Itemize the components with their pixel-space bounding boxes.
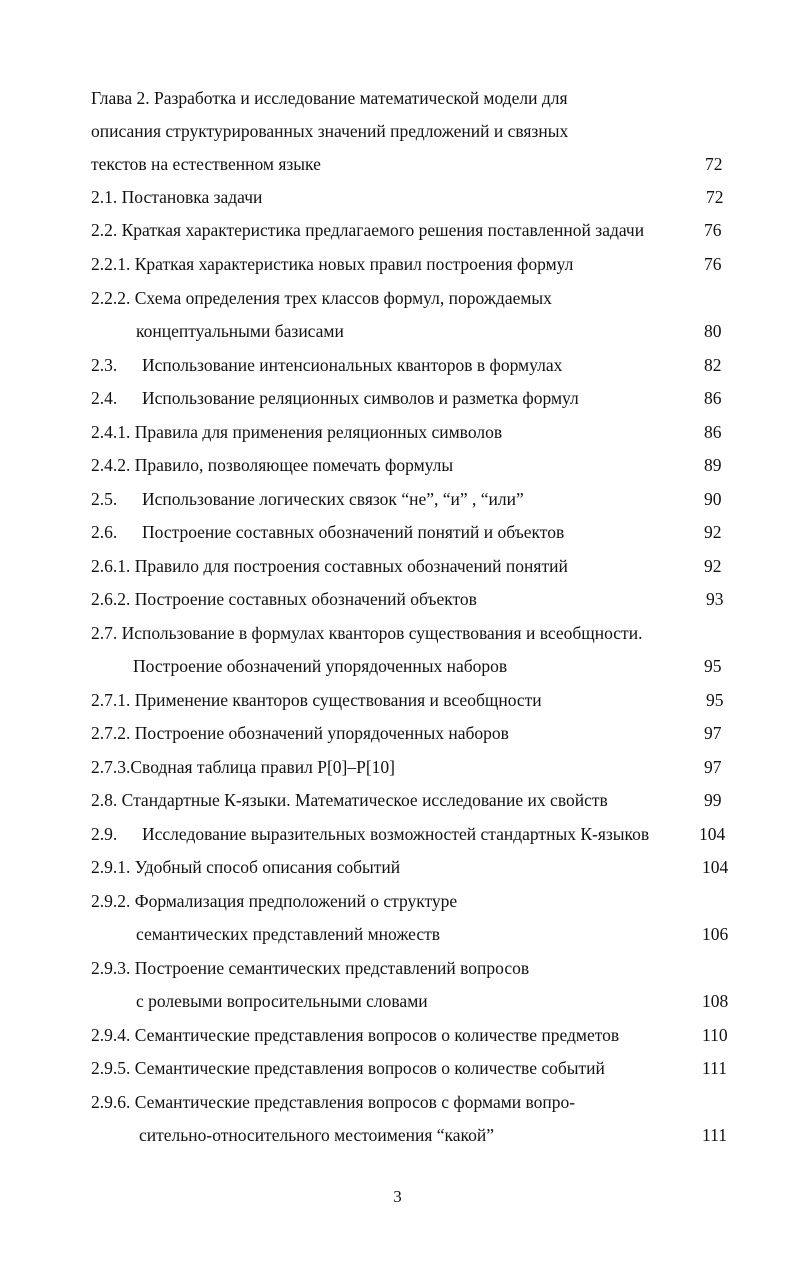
toc-line: [0, 517, 795, 547]
toc-entry-number: 2.5.: [91, 489, 118, 509]
toc-line: [0, 1120, 795, 1150]
toc-entry-page: 106: [702, 924, 729, 944]
toc-entry-page: 76: [704, 254, 722, 274]
toc-line: [0, 316, 795, 346]
toc-line: [0, 149, 795, 179]
toc-entry-title: Использование логических связок “не”, “и” , “или”: [142, 489, 524, 509]
toc-entry-title: сительно-относительного местоимения “какой”: [139, 1125, 495, 1145]
toc-entry-title: 2.6.1. Правило для построения составных обозначений понятий: [91, 556, 568, 576]
toc-line: [0, 83, 795, 113]
toc-entry-page: 104: [702, 857, 729, 877]
toc-entry-page: 76: [704, 220, 722, 240]
toc-entry-title: 2.7.3.Сводная таблица правил P[0]–P[10]: [91, 757, 395, 777]
toc-entry-title: 2.8. Стандартные К-языки. Математическое исследование их свойств: [91, 790, 608, 810]
toc-entry-page: 108: [702, 991, 729, 1011]
toc-line: [0, 986, 795, 1016]
toc-line: [0, 919, 795, 949]
toc-line: [0, 215, 795, 245]
toc-entry-title: Построение обозначений упорядоченных наборов: [133, 656, 508, 676]
toc-line: [0, 584, 795, 614]
toc-entry-page: 95: [706, 690, 724, 710]
toc-entry-title: семантических представлений множеств: [136, 924, 441, 944]
toc-entry-title: 2.9.2. Формализация предположений о структуре: [91, 891, 458, 911]
toc-entry-page: 80: [704, 321, 722, 341]
toc-line: [0, 551, 795, 581]
toc-line: [0, 383, 795, 413]
toc-line: [0, 283, 795, 313]
toc-line: [0, 1053, 795, 1083]
toc-entry-number: 2.6.: [91, 522, 118, 542]
toc-entry-title: текстов на естественном языке: [91, 154, 321, 174]
toc-entry-page: 110: [702, 1025, 728, 1045]
toc-line: [0, 618, 795, 648]
toc-line: [0, 651, 795, 681]
toc-entry-title: Построение составных обозначений понятий и объектов: [142, 522, 565, 542]
toc-line: [0, 953, 795, 983]
toc-entry-page: 99: [704, 790, 722, 810]
toc-line: [0, 718, 795, 748]
toc-entry-page: 72: [706, 187, 724, 207]
toc-line: [0, 116, 795, 146]
toc-line: [0, 450, 795, 480]
toc-entry-title: Использование реляционных символов и разметка формул: [142, 388, 579, 408]
toc-entry-title: 2.7. Использование в формулах кванторов существования и всеобщности.: [91, 623, 643, 643]
toc-entry-number: 2.9.: [91, 824, 118, 844]
toc-line: [0, 1020, 795, 1050]
toc-entry-page: 93: [706, 589, 724, 609]
toc-entry-page: 97: [704, 757, 722, 777]
toc-entry-page: 97: [704, 723, 722, 743]
toc-entry-page: 86: [704, 422, 722, 442]
toc-line: [0, 417, 795, 447]
toc-entry-number: 2.3.: [91, 355, 118, 375]
toc-entry-page: 104: [699, 824, 726, 844]
toc-entry-page: 86: [704, 388, 722, 408]
toc-entry-title: 2.2.2. Схема определения трех классов формул, порождаемых: [91, 288, 552, 308]
toc-entry-title: Исследование выразительных возможностей стандартных К-языков: [142, 824, 650, 844]
toc-entry-title: 2.7.1. Применение кванторов существования и всеобщности: [91, 690, 542, 710]
page-number: 3: [393, 1187, 402, 1206]
toc-entry-title: 2.9.5. Семантические представления вопросов о количестве событий: [91, 1058, 605, 1078]
toc-line: [0, 685, 795, 715]
toc-entry-page: 95: [704, 656, 722, 676]
toc-entry-title: 2.4.1. Правила для применения реляционных символов: [91, 422, 503, 442]
toc-line: [0, 1087, 795, 1117]
toc-entry-title: 2.9.3. Построение семантических представлений вопросов: [91, 958, 530, 978]
toc-entry-title: 2.9.4. Семантические представления вопросов о количестве предметов: [91, 1025, 620, 1045]
toc-entry-page: 111: [702, 1058, 727, 1078]
toc-line: [0, 484, 795, 514]
toc-entry-page: 89: [704, 455, 722, 475]
toc-entry-title: 2.4.2. Правило, позволяющее помечать формулы: [91, 455, 454, 475]
toc-entry-title: описания структурированных значений предложений и связных: [91, 121, 569, 141]
toc-line: [0, 852, 795, 882]
toc-entry-page: 92: [704, 556, 722, 576]
toc-line: [0, 819, 795, 849]
toc-entry-page: 82: [704, 355, 722, 375]
toc-entry-title: 2.9.6. Семантические представления вопросов с формами вопро-: [91, 1092, 576, 1112]
toc-entry-title: 2.7.2. Построение обозначений упорядоченных наборов: [91, 723, 509, 743]
toc-line: [0, 785, 795, 815]
toc-entry-title: 2.1. Постановка задачи: [91, 187, 263, 207]
toc-line: [0, 752, 795, 782]
toc-entry-title: Использование интенсиональных кванторов в формулах: [142, 355, 563, 375]
toc-line: [0, 350, 795, 380]
toc-line: [0, 886, 795, 916]
toc-entry-page: 90: [704, 489, 722, 509]
toc-entry-number: 2.4.: [91, 388, 118, 408]
toc-entry-title: 2.2. Краткая характеристика предлагаемого решения поставленной задачи: [91, 220, 645, 240]
toc-entry-title: с ролевыми вопросительными словами: [136, 991, 428, 1011]
toc-line: [0, 249, 795, 279]
toc-entry-title: 2.9.1. Удобный способ описания событий: [91, 857, 401, 877]
toc-entry-page: 92: [704, 522, 722, 542]
toc-entry-page: 72: [705, 154, 723, 174]
toc-line: [0, 182, 795, 212]
toc-entry-page: 111: [702, 1125, 727, 1145]
toc-entry-title: 2.2.1. Краткая характеристика новых правил построения формул: [91, 254, 574, 274]
toc-entry-title: Глава 2. Разработка и исследование математической модели для: [91, 88, 568, 108]
toc-entry-title: концептуальными базисами: [136, 321, 344, 341]
toc-entry-title: 2.6.2. Построение составных обозначений объектов: [91, 589, 477, 609]
